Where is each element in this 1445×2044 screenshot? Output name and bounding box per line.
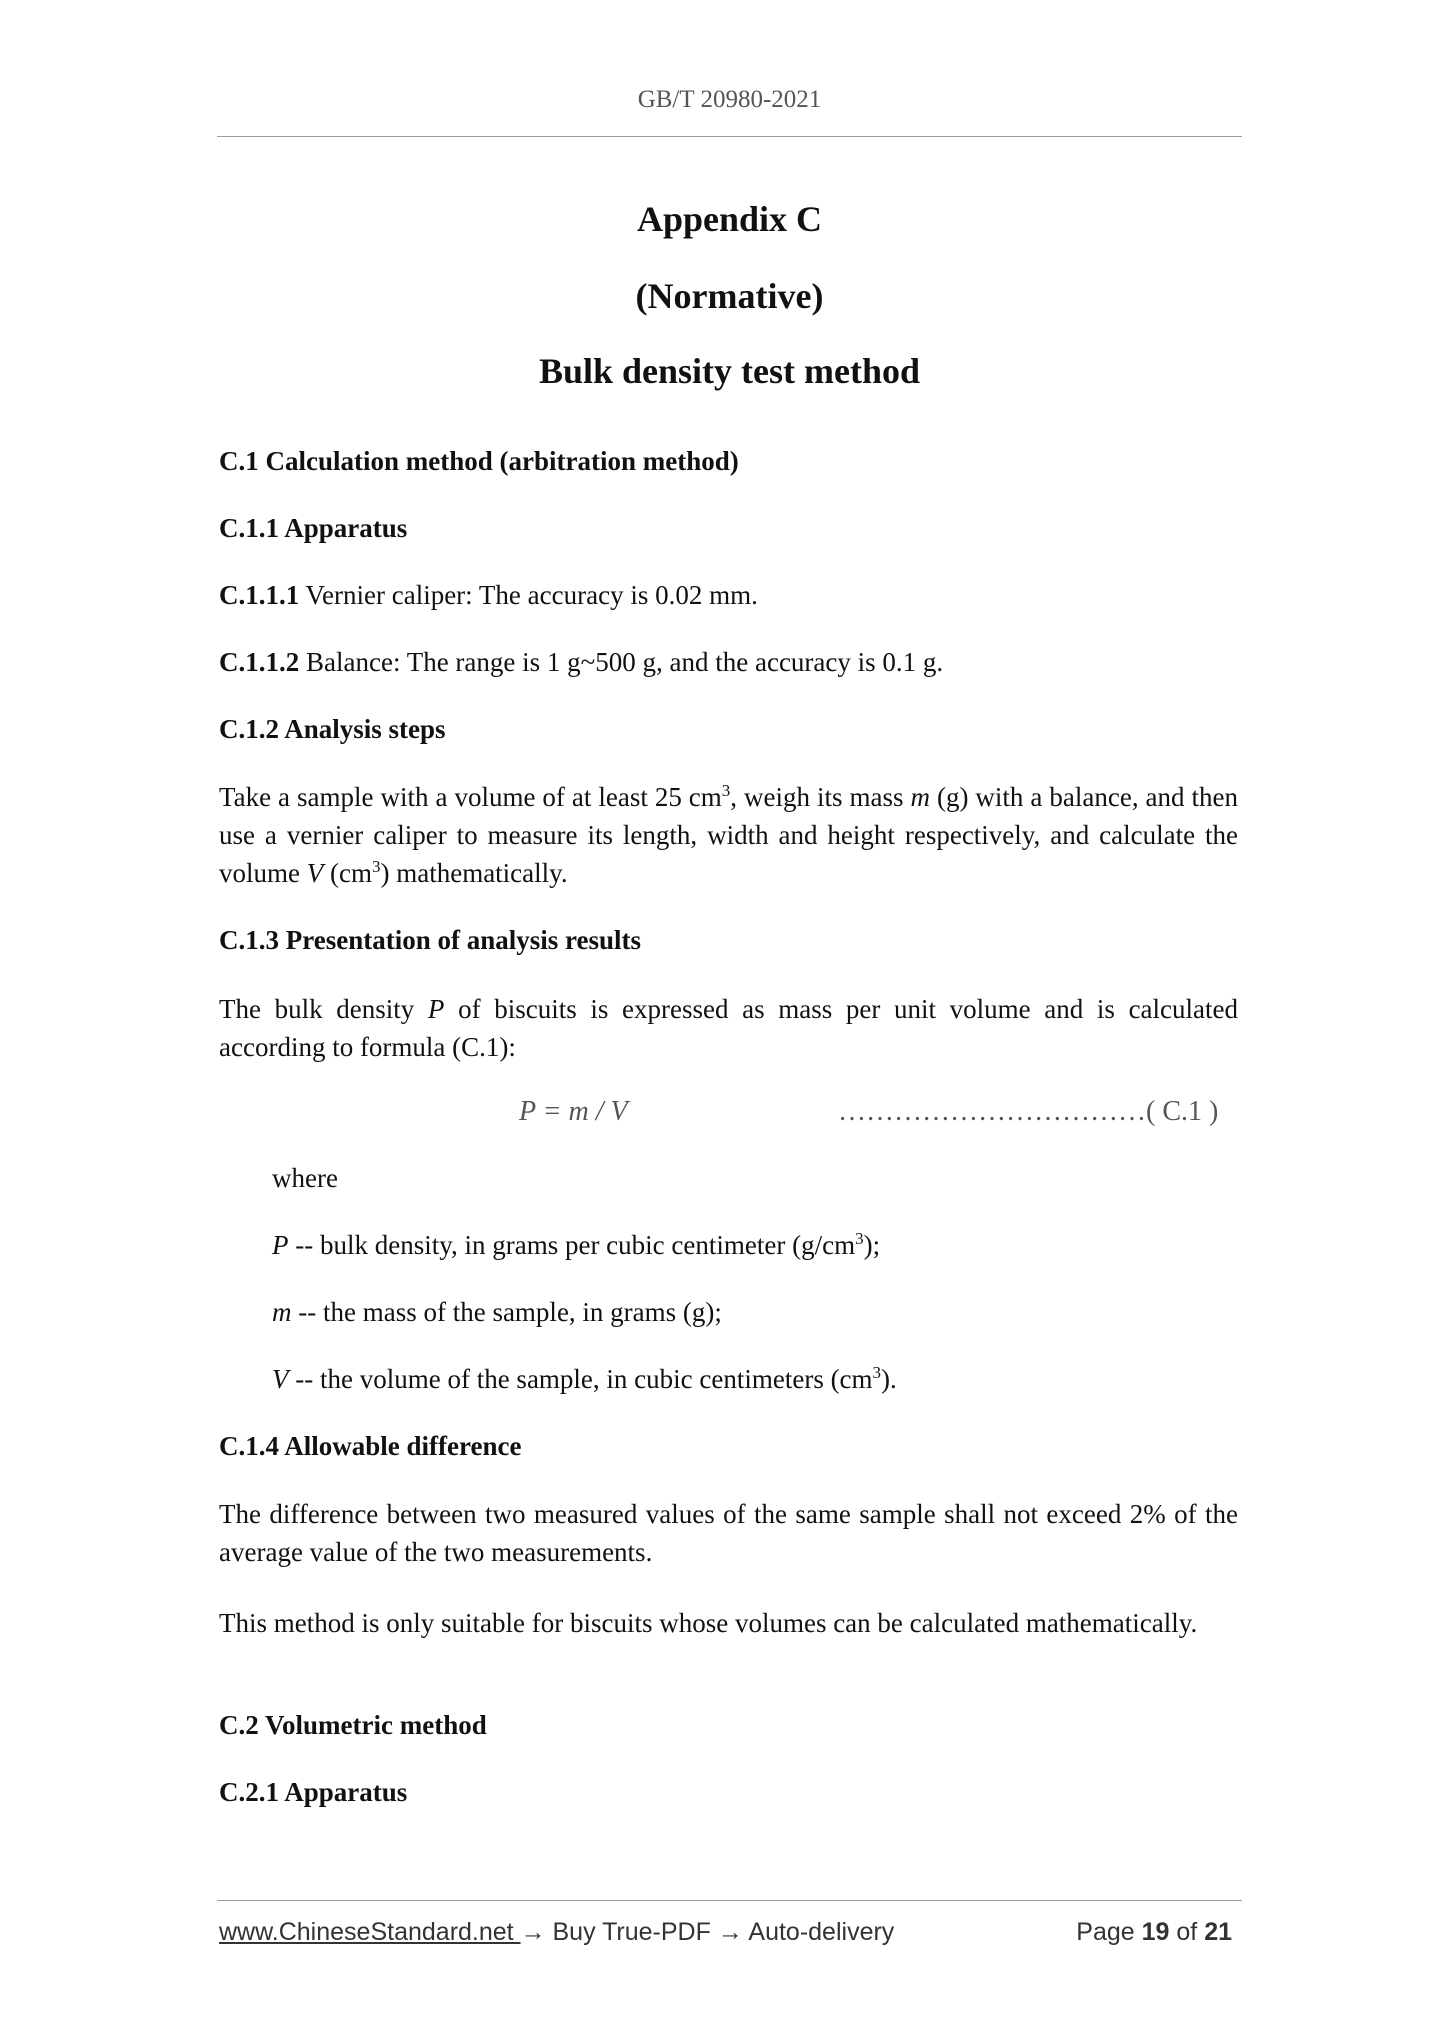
formula-number — [838, 1096, 1218, 1128]
text-run: , weigh its mass — [730, 782, 911, 812]
def-text-end: ); — [863, 1230, 881, 1260]
clause-number: C.1.1.2 — [219, 647, 300, 677]
clause-text: Balance: The range is 1 g~500 g, and the accuracy is 0.1 g. — [299, 647, 944, 677]
def-text: -- bulk density, in grams per cubic centimeter (g/cm — [288, 1230, 856, 1260]
clause-number: C.1.1.1 — [219, 580, 300, 610]
formula-label: ( C.1 ) — [1146, 1096, 1219, 1127]
heading-c1-4: C.1.4 Allowable difference — [219, 1431, 522, 1461]
formula-leader-dots: …………………………… — [838, 1096, 1146, 1127]
text-run: (cm — [323, 858, 372, 888]
appendix-title: Appendix C — [636, 199, 823, 239]
total-pages: 21 — [1204, 1918, 1232, 1946]
def-symbol: P — [272, 1230, 289, 1260]
superscript: 3 — [371, 857, 381, 876]
page-label: Page — [1076, 1918, 1142, 1946]
superscript: 3 — [872, 1363, 882, 1382]
superscript: 3 — [721, 781, 731, 800]
where-label: where — [272, 1163, 338, 1193]
heading-c2-1: C.2.1 Apparatus — [219, 1777, 408, 1807]
page-indicator — [1076, 1918, 1232, 1947]
heading-c1-1: C.1.1 Apparatus — [219, 513, 408, 543]
definition-v — [272, 1364, 897, 1395]
def-text: -- the volume of the sample, in cubic centimeters (cm — [288, 1364, 873, 1394]
formula-text: P = m / V — [519, 1096, 628, 1127]
footer-rule — [217, 1900, 1242, 1901]
clause-text: Vernier caliper: The accuracy is 0.02 mm. — [299, 580, 758, 610]
text-run: (g) with a balance, and then use a vernier caliper to measure its length, width and height respectively, and calculate the volume — [219, 782, 1239, 888]
running-header: GB/T 20980-2021 — [637, 86, 822, 113]
symbol-p: P — [427, 994, 445, 1024]
definition-p — [272, 1230, 880, 1261]
suitability-paragraph: This method is only suitable for biscuits whose volumes can be calculated mathematically. — [219, 1608, 1198, 1638]
heading-c1: C.1 Calculation method (arbitration method) — [219, 446, 739, 476]
def-text-end: ). — [881, 1364, 897, 1394]
heading-c1-3: C.1.3 Presentation of analysis results — [219, 925, 642, 955]
footer-promo-text: → Buy True-PDF → Auto-delivery — [520, 1918, 895, 1946]
appendix-name: Bulk density test method — [538, 351, 921, 391]
definition-m — [272, 1297, 722, 1328]
footer-promo — [219, 1918, 894, 1947]
def-symbol: m — [272, 1297, 292, 1327]
header-rule — [217, 136, 1242, 137]
formula-expression — [519, 1096, 628, 1128]
def-symbol: V — [272, 1364, 289, 1394]
results-paragraph — [219, 990, 1238, 1066]
analysis-steps-paragraph — [219, 778, 1238, 892]
appendix-status: (Normative) — [635, 276, 824, 316]
current-page: 19 — [1141, 1918, 1170, 1946]
clause-c1-1-1 — [219, 580, 758, 611]
symbol-v: V — [306, 858, 324, 888]
text-run: of biscuits is expressed as mass per unit volume and is calculated according to formula (C.1): — [219, 994, 1238, 1062]
heading-c1-2: C.1.2 Analysis steps — [219, 714, 446, 744]
text-run: ) mathematically. — [380, 858, 568, 888]
of-label: of — [1169, 1918, 1205, 1946]
text-run: Take a sample with a volume of at least 25 cm — [219, 782, 722, 812]
def-text: -- the mass of the sample, in grams (g); — [291, 1297, 722, 1327]
clause-c1-1-2 — [219, 647, 943, 678]
text-run: The bulk density — [219, 994, 428, 1024]
heading-c2: C.2 Volumetric method — [219, 1710, 487, 1740]
site-link[interactable]: www.ChineseStandard.net — [219, 1918, 521, 1946]
superscript: 3 — [855, 1229, 864, 1248]
difference-paragraph: The difference between two measured values of the same sample shall not exceed 2% of the average value of the two measurements. — [219, 1499, 1238, 1567]
symbol-m: m — [910, 782, 930, 812]
